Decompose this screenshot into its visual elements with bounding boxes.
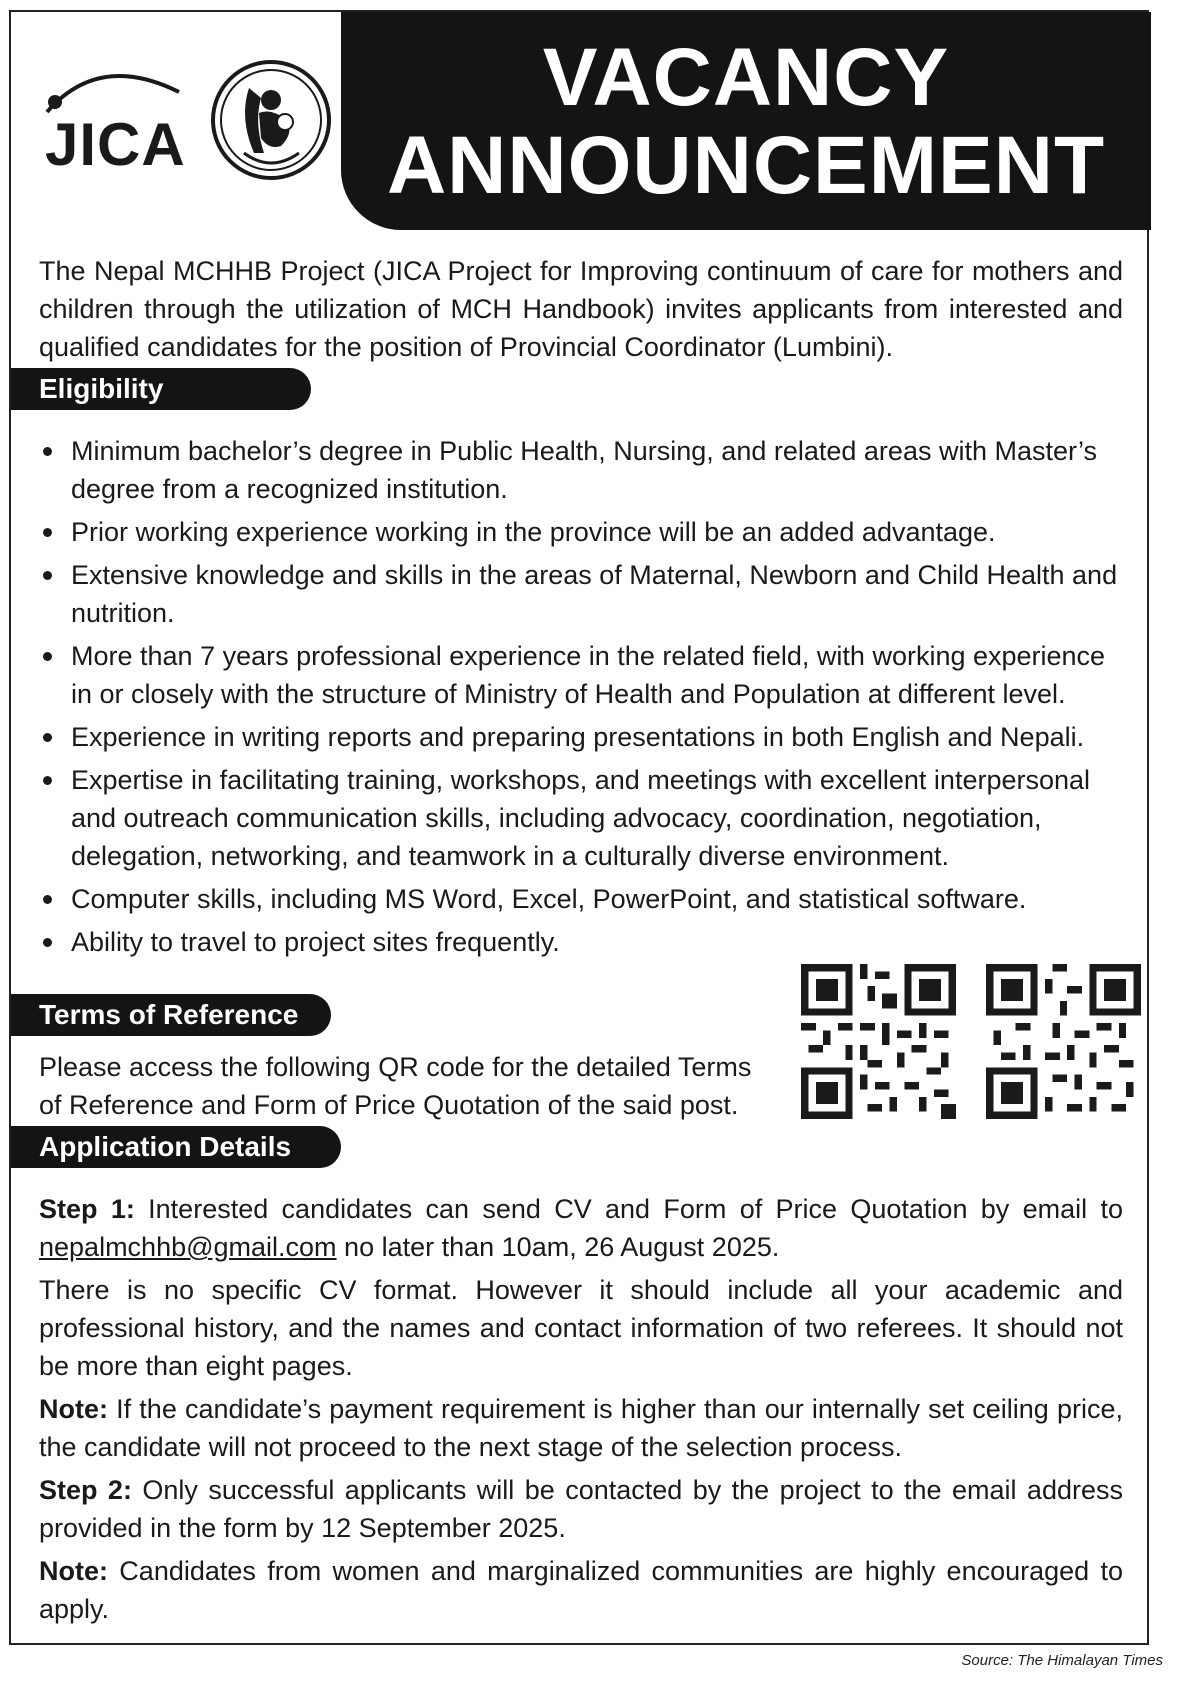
source-credit: Source: The Himalayan Times: [961, 1652, 1163, 1669]
list-item: [39, 880, 1123, 918]
note-1-text: If the candidate’s payment requirement is higher than our internally set ceiling price, the candidate will not proceed to the next stage of the selection process.: [39, 1394, 1123, 1462]
note-2-paragraph: [39, 1552, 1123, 1628]
tor-heading: Terms of Reference: [11, 994, 331, 1036]
intro-paragraph: The Nepal MCHHB Project (JICA Project for Improving continuum of care for mothers and children through the utilization of MCH Handbook) invites applicants from interested and qualified candidates for the position of Provincial Coordinator (Lumbini).: [39, 256, 1123, 362]
step-1-text: Interested candidates can send CV and Form of Price Quotation by email to: [134, 1194, 1123, 1224]
bullet-icon: [43, 895, 52, 904]
title-line-2: ANNOUNCEMENT: [386, 120, 1106, 211]
application-details: [39, 1190, 1123, 1633]
list-item: [39, 432, 1123, 508]
qr-code-icon[interactable]: [801, 964, 956, 1119]
qr-code-icon[interactable]: [986, 964, 1141, 1119]
note-2-label: Note:: [39, 1556, 108, 1586]
logo-area: [39, 52, 339, 192]
vacancy-ad-frame: [9, 10, 1149, 1645]
application-heading: Application Details: [11, 1126, 341, 1168]
list-item-text: Computer skills, including MS Word, Excel, PowerPoint, and statistical software.: [71, 884, 1027, 914]
step-2-label: Step 2:: [39, 1475, 132, 1505]
title-line-1: VACANCY: [542, 32, 950, 123]
step-1-deadline: no later than 10am, 26 August 2025.: [336, 1232, 780, 1262]
header: [11, 12, 1147, 230]
bullet-icon: [43, 571, 52, 580]
list-item: [39, 637, 1123, 713]
email-link[interactable]: nepalmchhb@gmail.com: [39, 1232, 337, 1262]
note-2-text: Candidates from women and marginalized communities are highly encouraged to apply.: [39, 1556, 1123, 1624]
list-item-text: Experience in writing reports and preparing presentations in both English and Nepali.: [71, 722, 1085, 752]
list-item: [39, 923, 1123, 961]
eligibility-list: [39, 432, 1123, 966]
bullet-icon: [43, 938, 52, 947]
tor-text: Please access the following QR code for the detailed Terms of Reference and Form of Price Quotation of the said post.: [39, 1052, 752, 1120]
step-1-label: Step 1:: [39, 1194, 135, 1224]
list-item-text: Prior working experience working in the province will be an added advantage.: [71, 517, 996, 547]
step-2-text: Only successful applicants will be contacted by the project to the email address provided in the form by 12 September 2025.: [39, 1475, 1123, 1543]
list-item: [39, 513, 1123, 551]
list-item-text: Expertise in facilitating training, workshops, and meetings with excellent interpersonal and outreach communication skills, including advocacy, coordination, negotiation, delegation, networking, and teamwork in a culturally diverse environment.: [71, 765, 1091, 871]
step-1-paragraph: [39, 1190, 1123, 1266]
list-item: [39, 761, 1123, 875]
list-item: [39, 718, 1123, 756]
step-2-paragraph: [39, 1471, 1123, 1547]
eligibility-heading: Eligibility: [11, 368, 311, 410]
jica-logo-text: JICA: [45, 111, 186, 178]
mch-handbook-logo-icon: [209, 58, 334, 183]
bullet-icon: [43, 776, 52, 785]
list-item-text: More than 7 years professional experience in the related field, with working experience in or closely with the structure of Ministry of Health and Population at different level.: [71, 641, 1106, 709]
list-item-text: Extensive knowledge and skills in the areas of Maternal, Newborn and Child Health and nutrition.: [71, 560, 1118, 628]
bullet-icon: [43, 528, 52, 537]
list-item-text: Ability to travel to project sites frequently.: [71, 927, 560, 957]
bullet-icon: [43, 652, 52, 661]
list-item-text: Minimum bachelor’s degree in Public Health, Nursing, and related areas with Master’s degree from a recognized institution.: [71, 436, 1097, 504]
note-1-paragraph: [39, 1390, 1123, 1466]
title-banner: [341, 12, 1151, 230]
list-item: [39, 556, 1123, 632]
bullet-icon: [43, 733, 52, 742]
cv-format-paragraph: There is no specific CV format. However it should include all your academic and professional history, and the names and contact information of two referees. It should not be more than eight pages.: [39, 1275, 1123, 1381]
bullet-icon: [43, 447, 52, 456]
note-1-label: Note:: [39, 1394, 108, 1424]
